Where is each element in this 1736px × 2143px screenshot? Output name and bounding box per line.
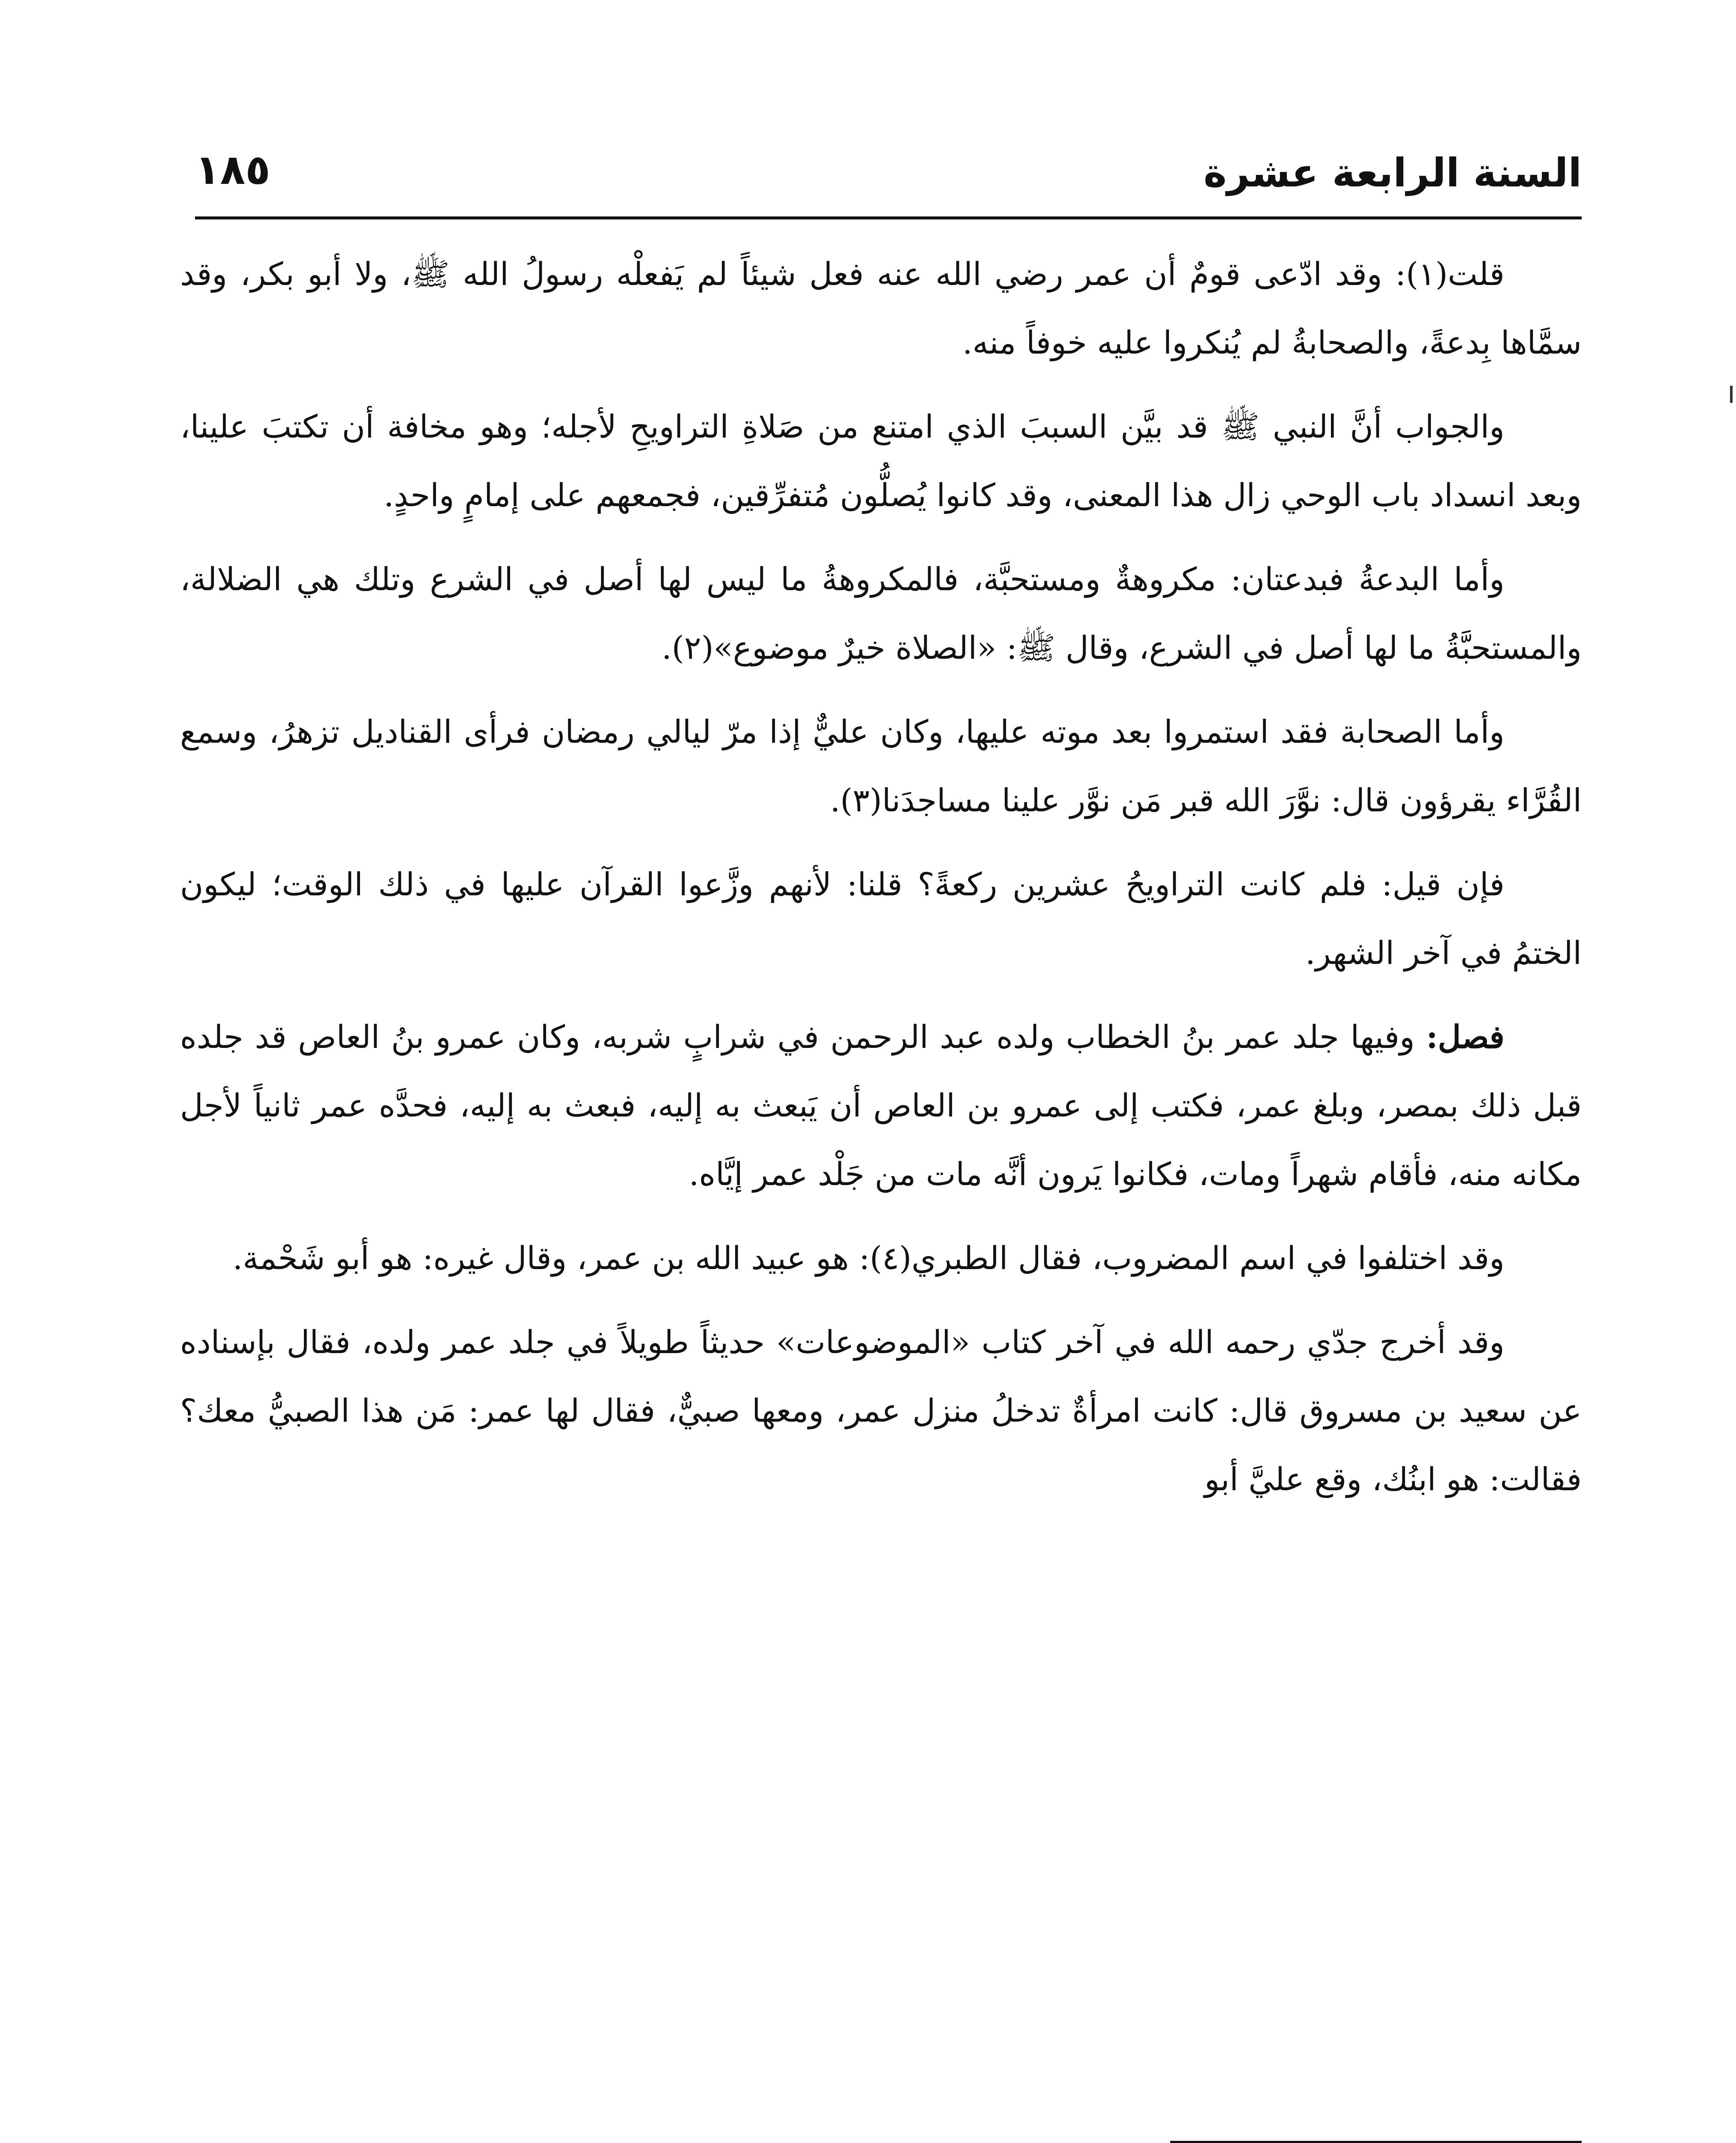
- footnote-divider: [1170, 2141, 1582, 2143]
- paragraph-text: وقد أخرج جدّي رحمه الله في آخر كتاب «الموضوعات» حديثاً طويلاً في جلد عمر ولده، فقال بإسناده عن سعيد بن مسروق قال: كانت امرأةٌ تدخلُ منزل عمر، ومعها صبيٌّ، فقال لها عمر: مَن هذا الصبيُّ معك؟ فقالت: هو ابنُك، وقع عليَّ أبو: [180, 1324, 1582, 1498]
- paragraph-text: فإن قيل: فلم كانت التراويحُ عشرين ركعةً؟ قلنا: لأنهم وزَّعوا القرآن عليها في ذلك الوقت؛ ليكون الختمُ في آخر الشهر.: [180, 866, 1582, 972]
- section-lead: فصل:: [1426, 1019, 1505, 1056]
- header-divider: [195, 216, 1582, 219]
- scan-margin-mark: [1730, 386, 1733, 403]
- paragraph-text: قلت(١): وقد ادّعى قومٌ أن عمر رضي الله عنه فعل شيئاً لم يَفعلْه رسولُ الله ﷺ، ولا أبو بكر، وقد سمَّاها بِدعةً، والصحابةُ لم يُنكروا عليه خوفاً منه.: [180, 256, 1582, 361]
- main-text: [180, 240, 1582, 1529]
- paragraph-text: وأما الصحابة فقد استمروا بعد موته عليها، وكان عليٌّ إذا مرّ ليالي رمضان فرأى القناديل تزهرُ، وسمع القُرَّاء يقرؤون قال: نوَّرَ الله قبر مَن نوَّر علينا مساجدَنا(٣).: [180, 714, 1582, 819]
- paragraph-1: [180, 240, 1582, 377]
- paragraph-8: [180, 1308, 1582, 1514]
- paragraph-3: [180, 545, 1582, 682]
- paragraph-text: والجواب أنَّ النبي ﷺ قد بيَّن السببَ الذي امتنع من صَلاةِ التراويحِ لأجله؛ وهو مخافة أن تكتبَ علينا، وبعد انسداد باب الوحي زال هذا المعنى، وقد كانوا يُصلُّون مُتفرِّقين، فجمعهم على إمامٍ واحدٍ.: [180, 408, 1582, 514]
- paragraph-4: [180, 698, 1582, 835]
- paragraph-text: وقد اختلفوا في اسم المضروب، فقال الطبري(٤): هو عبيد الله بن عمر، وقال غيره: هو أبو شَحْمة.: [232, 1240, 1505, 1277]
- chapter-title: السنة الرابعة عشرة: [1203, 150, 1582, 196]
- page-number: ١٨٥: [195, 146, 270, 194]
- paragraph-6: [180, 1003, 1582, 1209]
- paragraph-5: [180, 850, 1582, 987]
- running-header: [195, 141, 1582, 206]
- paragraph-text: وفيها جلد عمر بنُ الخطاب ولده عبد الرحمن في شرابٍ شربه، وكان عمرو بنُ العاص قد جلده قبل ذلك بمصر، وبلغ عمر، فكتب إلى عمرو بن العاص أن يَبعث به إليه، فبعث به إليه، فحدَّه عمر ثانياً لأجل مكانه منه، فأقام شهراً ومات، فكانوا يَرون أنَّه مات من جَلْد عمر إيَّاه.: [180, 1019, 1582, 1193]
- paragraph-text: وأما البدعةُ فبدعتان: مكروهةٌ ومستحبَّة، فالمكروهةُ ما ليس لها أصل في الشرع وتلك هي الضلالة، والمستحبَّةُ ما لها أصل في الشرع، وقال ﷺ: «الصلاة خيرٌ موضوع»(٢).: [180, 561, 1582, 666]
- paragraph-7: [180, 1224, 1582, 1293]
- paragraph-2: [180, 393, 1582, 530]
